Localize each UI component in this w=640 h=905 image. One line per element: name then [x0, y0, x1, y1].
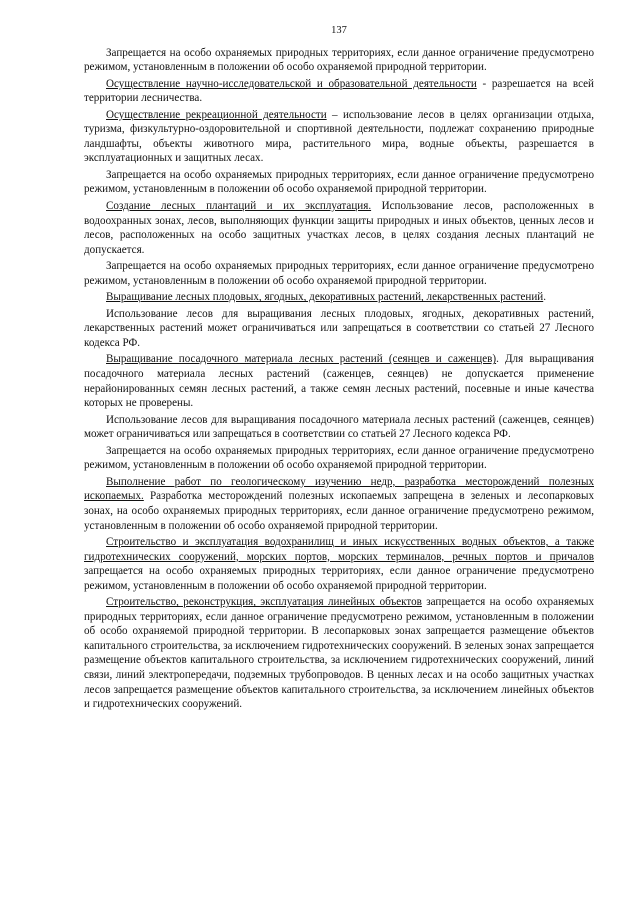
- paragraph-text: .: [543, 291, 546, 304]
- paragraph-text: запрещается на особо охраняемых природных территориях, если данное ограничение предусмотрено режимом, установленным в положении об особо охраняемой природной территории. В лесопарковых зонах запрещается размещение объектов капитального строительства, за исключением гидротехнических сооружений. В зеленых зонах запрещается размещение объектов капитального строительства, за исключением гидротехнических сооружений, линий связи, линий электропередачи, подземных трубопроводов. В ценных лесах и на особо защитных участках лесов запрещается размещение объектов капитального строительства, за исключением линейных объектов и гидротехнических сооружений.: [84, 596, 594, 711]
- paragraph-1: [84, 46, 594, 75]
- section-heading: Выращивание лесных плодовых, ягодных, декоративных растений, лекарственных растений: [106, 291, 544, 304]
- paragraph-text: . Для выращивания посадочного материала лесных растений (саженцев, сеянцев) не допускается применение нерайонированных семян лесных растений, а также семян лесных растений, посевные и иные качества которых не проверены.: [84, 353, 594, 410]
- paragraph-4: [84, 168, 594, 197]
- paragraph-13: [84, 535, 594, 593]
- page-number: 137: [331, 25, 347, 36]
- paragraph-text: Разработка месторождений полезных ископаемых запрещена в зеленых и лесопарковых зонах, на особо охраняемых природных территориях, если данное ограничение предусмотрено режимом, установленным в положении об особо охраняемой природной территории.: [84, 490, 594, 532]
- paragraph-text: Запрещается на особо охраняемых природных территориях, если данное ограничение предусмотрено режимом, установленным в положении об особо охраняемой природной территории.: [84, 168, 594, 196]
- paragraph-11: [84, 444, 594, 473]
- section-heading: Создание лесных плантаций и их эксплуатация.: [106, 200, 372, 213]
- paragraph-5: [84, 199, 594, 257]
- paragraph-text: – использование лесов в целях организации отдыха, туризма, физкультурно-оздоровительной и спортивной деятельности, подлежат сохранению природные ландшафты, объекты животного мира, растительного мира, водные объекты, разрешается в эксплуатационных и защитных лесах.: [84, 108, 594, 165]
- paragraph-6: [84, 259, 594, 288]
- section-heading: Осуществление рекреационной деятельности: [106, 108, 327, 121]
- paragraph-text: Использование лесов для выращивания лесных плодовых, ягодных, декоративных растений, лекарственных растений может ограничиваться или запрещаться в соответствии со статьей 27 Лесного кодекса РФ.: [84, 307, 594, 349]
- paragraph-9: [84, 352, 594, 410]
- paragraph-7: [84, 290, 594, 305]
- paragraph-10: [84, 413, 594, 442]
- paragraph-text: запрещается на особо охраняемых природных территориях, если данное ограничение предусмотрено режимом, установленным в положении об особо охраняемой природной территории.: [84, 565, 594, 592]
- section-heading: Строительство и эксплуатация водохранилищ и иных искусственных водных объектов, а также гидротехнических сооружений, морских портов, морских терминалов, речных портов и причалов: [84, 536, 594, 563]
- paragraph-text: - разрешается на всей территории лесничества.: [84, 77, 594, 105]
- paragraph-text: Запрещается на особо охраняемых природных территориях, если данное ограничение предусмотрено режимом, установленным в положении об особо охраняемой природной территории.: [84, 46, 594, 74]
- paragraph-8: [84, 307, 594, 351]
- paragraph-text: Использование лесов, расположенных в водоохранных зонах, лесов, выполняющих функции защиты природных и иных объектов, ценных лесов и лесов, расположенных на особо защитных участках лесов, в целях создания лесных плантаций не допускается.: [84, 200, 594, 256]
- paragraph-text: Запрещается на особо охраняемых природных территориях, если данное ограничение предусмотрено режимом, установленным в положении об особо охраняемой природной территории.: [84, 260, 594, 287]
- paragraph-12: [84, 475, 594, 533]
- paragraph-text: Использование лесов для выращивания посадочного материала лесных растений (саженцев, сеянцев) может ограничиваться или запрещаться в соответствии со статьей 27 Лесного кодекса РФ.: [84, 413, 594, 441]
- paragraph-14: [84, 595, 594, 711]
- paragraph-3: [84, 108, 594, 166]
- section-heading: Выращивание посадочного материала лесных растений (сеянцев и саженцев): [106, 353, 497, 366]
- document-page: [84, 24, 594, 714]
- paragraph-text: Запрещается на особо охраняемых природных территориях, если данное ограничение предусмотрено режимом, установленным в положении об особо охраняемой природной территории.: [84, 444, 594, 472]
- section-heading: Строительство, реконструкция, эксплуатация линейных объектов: [106, 596, 422, 609]
- section-heading: Осуществление научно-исследовательской и образовательной деятельности: [106, 77, 477, 90]
- paragraph-2: [84, 77, 594, 106]
- section-heading: Выполнение работ по геологическому изучению недр, разработка месторождений полезных ископаемых.: [84, 475, 594, 503]
